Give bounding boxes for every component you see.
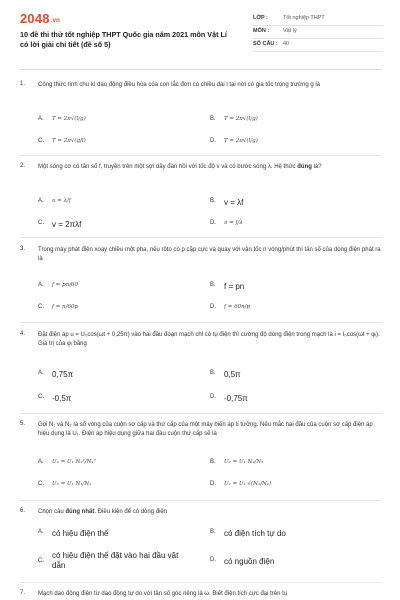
meta-value: Tốt nghiệp THPT (283, 15, 325, 21)
meta-key: MÔN : (253, 28, 270, 34)
question-divider (20, 413, 382, 414)
option-letter: B. (210, 198, 216, 204)
option-value: có hiệu điện thế (52, 529, 109, 538)
meta-row-class (253, 14, 383, 26)
question-divider (20, 155, 382, 156)
option-c[interactable] (38, 138, 86, 144)
meta-table (253, 14, 383, 53)
option-letter: B. (210, 370, 216, 376)
option-a[interactable] (38, 198, 71, 204)
option-d[interactable] (210, 557, 274, 567)
option-value: v = 2πλf (52, 220, 82, 229)
option-letter: A. (38, 459, 44, 465)
option-b[interactable] (210, 459, 263, 465)
option-value: T = 2π√(l/g) (52, 116, 86, 122)
option-letter: B. (210, 459, 216, 465)
option-b[interactable] (210, 282, 244, 292)
option-c[interactable] (38, 551, 198, 571)
question-number: 2. (20, 163, 26, 169)
question-text: Gọi N₁ và N₂ là số vòng của cuộn sơ cấp và thứ cấp của một máy biến áp lí tưởng. Nếu mắc hai đầu của cuộn sơ cấp điện áp hiệu dụng là U₁. Điện áp hiệu dụng giữa hai đầu cuộn thứ cấp sẽ là (38, 422, 373, 437)
meta-row-count (253, 40, 383, 52)
option-c[interactable] (38, 220, 81, 230)
option-value: có nguồn điện (224, 557, 275, 566)
meta-value: Vật lý (283, 28, 297, 34)
meta-key: SỐ CÂU : (253, 41, 278, 47)
option-value: f = 60n/p (224, 304, 251, 310)
document-title: 10 đề thi thử tốt nghiệp THPT Quốc gia năm 2021 môn Vật Lí có lời giải chi tiết (đề số 5) (20, 30, 227, 49)
option-value: f = pn (224, 282, 245, 291)
option-a[interactable] (38, 282, 78, 288)
site-logo[interactable] (20, 11, 60, 26)
option-d[interactable] (210, 220, 243, 226)
option-c[interactable] (38, 394, 71, 404)
option-value: f = pn/60 (52, 282, 79, 288)
option-value: U₂ = U₁ N₂²/N₁² (52, 459, 96, 465)
question-emphasis: đúng nhất (65, 509, 95, 515)
question-text (38, 508, 384, 517)
header-divider (20, 69, 382, 70)
option-value: U₂ = U₁ N₂/N₁ (224, 459, 264, 465)
option-letter: A. (38, 282, 44, 288)
question-text: Đặt điện áp u = U₀cos(ωt + 0,25π) vào hai đầu đoạn mạch chỉ có tụ điện thì cường độ dòng điện trong mạch là i = I₀cos(ωt + φᵢ). Giá trị của φᵢ bằng (38, 332, 380, 347)
option-a[interactable] (38, 370, 73, 380)
option-letter: D. (210, 481, 216, 487)
logo-text: 2048 (20, 11, 50, 26)
question-text-part: là? (311, 164, 322, 170)
question-emphasis: đúng (297, 164, 312, 170)
question-text-part: . Điều kiện để có dòng điện (94, 509, 168, 515)
question-text-part: Một sóng cơ có tần số f, truyền trên một sợi dây đàn hồi với tốc độ v và có bước sóng λ. Hệ thức (38, 164, 298, 170)
option-letter: D. (210, 138, 216, 144)
option-c[interactable] (38, 481, 91, 487)
question-text (38, 163, 384, 172)
option-letter: B. (210, 529, 216, 535)
question-divider (20, 500, 382, 501)
option-a[interactable] (38, 116, 86, 122)
option-a[interactable] (38, 459, 96, 465)
option-value: v = λf (224, 198, 244, 207)
question-text: Công thức tính chu kì dao động điều hòa của con lắc đơn có chiều dài l tại nơi có gia tốc trọng trường g là (38, 82, 321, 88)
option-value: υ = f/λ (224, 220, 243, 226)
option-d[interactable] (210, 138, 258, 144)
question-text: Trong máy phát điện xoay chiều một pha, nếu rôto có p cặp cực và quay với vận tốc n vòng/phút thì tần số của dòng điện phát ra là (38, 247, 381, 262)
option-value: -0,5π (52, 394, 72, 403)
option-letter: D. (210, 557, 216, 563)
option-d[interactable] (210, 304, 250, 310)
option-value: 0,75π (52, 370, 74, 379)
option-b[interactable] (210, 370, 241, 380)
option-letter: C. (38, 394, 44, 400)
option-value: có hiệu điện thế đặt vào hai đầu vật dẫn (52, 551, 179, 570)
option-value: có điện tích tự do (224, 529, 286, 538)
option-letter: D. (210, 394, 216, 400)
option-b[interactable] (210, 198, 243, 208)
option-letter: C. (38, 220, 44, 226)
option-value: υ = λ/f (52, 198, 71, 204)
option-letter: A. (38, 198, 44, 204)
question-divider (20, 237, 382, 238)
option-value: U₂ = U₁ √(N₂/N₁) (224, 481, 272, 487)
option-letter: A. (38, 370, 44, 376)
question-number: 7. (20, 590, 26, 596)
option-letter: B. (210, 116, 216, 122)
option-b[interactable] (210, 529, 286, 539)
question-text: Mạch dao động điện từ dao động tự do với tần số góc riêng là ω. Biết điện tích cực đại trên tụ (38, 591, 288, 597)
option-letter: A. (38, 529, 44, 535)
logo-suffix: .vn (50, 18, 61, 24)
question-number: 6. (20, 508, 26, 514)
option-letter: D. (210, 304, 216, 310)
option-value: f = n/60p (52, 304, 79, 310)
meta-row-subject (253, 27, 383, 39)
meta-value: 40 (283, 41, 290, 47)
question-text-part: Chọn câu (38, 509, 66, 515)
option-c[interactable] (38, 304, 78, 310)
question-number: 5. (20, 421, 26, 427)
option-letter: C. (38, 138, 44, 144)
option-letter: A. (38, 116, 44, 122)
question-divider (20, 322, 382, 323)
option-value: T = 2π√(l/g) (224, 116, 258, 122)
question-number: 1. (20, 81, 26, 87)
option-letter: D. (210, 220, 216, 226)
option-letter: C. (38, 304, 44, 310)
option-value: 0,5π (224, 370, 241, 379)
option-d[interactable] (210, 394, 248, 404)
option-value: T = 2π√(l/g) (224, 138, 258, 144)
option-a[interactable] (38, 529, 109, 539)
option-b[interactable] (210, 116, 258, 122)
option-letter: C. (38, 558, 44, 564)
option-value: U₂ = U₁ N₁/N₂ (52, 481, 92, 487)
question-divider (20, 582, 382, 583)
question-number: 3. (20, 246, 26, 252)
option-value: -0,75π (224, 394, 248, 403)
option-letter: B. (210, 282, 216, 288)
question-number: 4. (20, 331, 26, 337)
option-value: T = 2π√(g/l) (52, 138, 86, 144)
option-d[interactable] (210, 481, 271, 487)
meta-key: LỚP : (253, 15, 268, 21)
option-letter: C. (38, 481, 44, 487)
